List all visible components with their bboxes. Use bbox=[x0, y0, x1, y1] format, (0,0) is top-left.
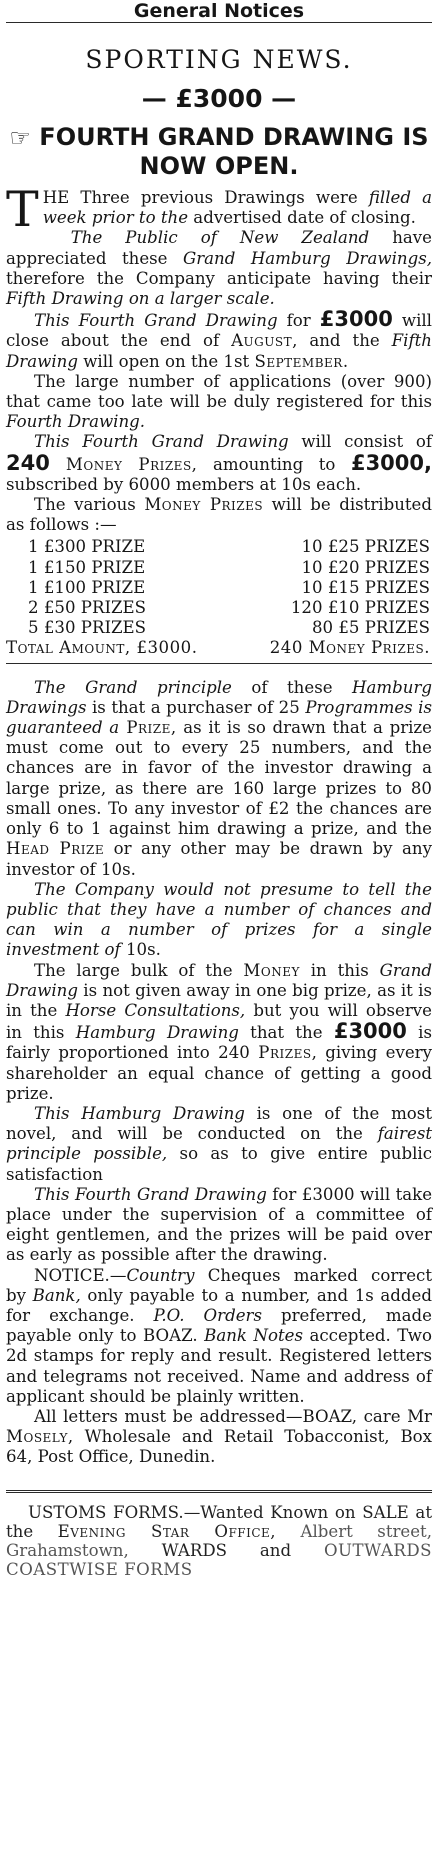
customs-text: USTOMS FORMS.—Wanted Known on SALE at the Evening Star Office, Albert street, Grahamstown, WARDS and OUTWARDS COASTWISE FORMS bbox=[6, 1502, 433, 1579]
paragraph-closing-date: This Fourth Grand Drawing for £3000 will close about the end of August, and the Fifth Drawing will open on the 1st September. bbox=[6, 307, 432, 371]
paragraph-prize-count: This Fourth Grand Drawing will consist of 240 Money Prizes, amounting to £3000, subscribed by 6000 members at 10s each. bbox=[6, 432, 432, 494]
paragraph-intro: THE Three previous Drawings were filled a week prior to the advertised date of closing. bbox=[6, 181, 432, 238]
table-row: 5 £30 PRIZES 80 £5 PRIZES bbox=[28, 618, 430, 638]
paragraph-bulk: The large bulk of the Money in this Grand Drawing is not given away in one big prize, as it is in the Horse Consultations, but you will observe in this Hamburg Drawing that the £3000 is fairly proportioned into 240 Prizes, giving every shareholder an equal chance of getting a good prize. bbox=[6, 960, 432, 1103]
amount-banner: — £3000 — bbox=[141, 84, 297, 113]
bottom-rule bbox=[6, 1490, 432, 1493]
header-rule bbox=[6, 22, 432, 23]
advert-body-continued bbox=[6, 678, 432, 1468]
paragraph-principle: The Grand principle of these Hamburg Drawings is that a purchaser of 25 Programmes is guaranteed a Prize, as it is so drawn that a prize must come out to every 25 numbers, and the chances are in favor of the investor drawing a large prize, as there are 160 large prizes to 80 small ones. To any investor of £2 the chances are only 6 to 1 against him drawing a prize, and the Head Prize or any other may be drawn by any investor of 10s. bbox=[6, 677, 432, 879]
headline-line-2: NOW OPEN. bbox=[139, 152, 299, 180]
prize-table bbox=[6, 537, 432, 658]
customs-forms-notice bbox=[6, 1503, 432, 1579]
table-row: 1 £150 PRIZE 10 £20 PRIZES bbox=[28, 557, 430, 577]
paragraph-address: All letters must be addressed—BOAZ, care Mr Mosely, Wholesale and Retail Tobacconist, Box 64, Post Office, Dunedin. bbox=[6, 1406, 432, 1467]
paragraph-public: The Public of New Zealand have appreciated these Grand Hamburg Drawings, therefore the Company anticipate having their Fifth Drawing on a larger scale. bbox=[6, 228, 432, 309]
paragraph-applications: The large number of applications (over 900) that came too late will be duly registered for this Fourth Drawing. bbox=[6, 371, 432, 432]
drop-cap: T bbox=[6, 181, 39, 238]
advert-body bbox=[6, 181, 432, 659]
paragraph-novel: This Hamburg Drawing is one of the most novel, and will be conducted on the fairest principle possible, so as to give entire public satisfaction bbox=[6, 1103, 432, 1184]
paragraph-distribution: The various Money Prizes will be distributed as follows :— bbox=[6, 495, 432, 535]
headline-line-1: FOURTH GRAND DRAWING IS bbox=[39, 123, 429, 151]
paragraph-company: The Company would not presume to tell the public that they have a number of chances and can win a number of prizes for a single investment of 10s. bbox=[6, 879, 432, 960]
paragraph-notice: NOTICE.—Country Cheques marked correct by Bank, only payable to a number, and 1s added for exchange. P.O. Orders preferred, made payable only to BOAZ. Bank Notes accepted. Two 2d stamps for reply and result. Registered letters and telegrams not received. Name and address of applicant should be plainly written. bbox=[6, 1265, 432, 1406]
pointing-hand-icon: ☞ bbox=[9, 124, 31, 152]
total-row: Total Amount, £3000. 240 Money Prizes. bbox=[6, 638, 430, 658]
masthead-title: SPORTING NEWS. bbox=[85, 45, 353, 74]
table-row: 1 £100 PRIZE 10 £15 PRIZES bbox=[28, 577, 430, 597]
paragraph-committee: This Fourth Grand Drawing for £3000 will take place under the supervision of a committee of eight gentlemen, and the prizes will be paid over as early as possible after the drawing. bbox=[6, 1184, 433, 1265]
headline bbox=[6, 123, 432, 180]
table-row: 2 £50 PRIZES 120 £10 PRIZES bbox=[28, 598, 430, 618]
table-row: 1 £300 PRIZE 10 £25 PRIZES bbox=[28, 537, 430, 557]
section-header: General Notices bbox=[133, 0, 305, 22]
